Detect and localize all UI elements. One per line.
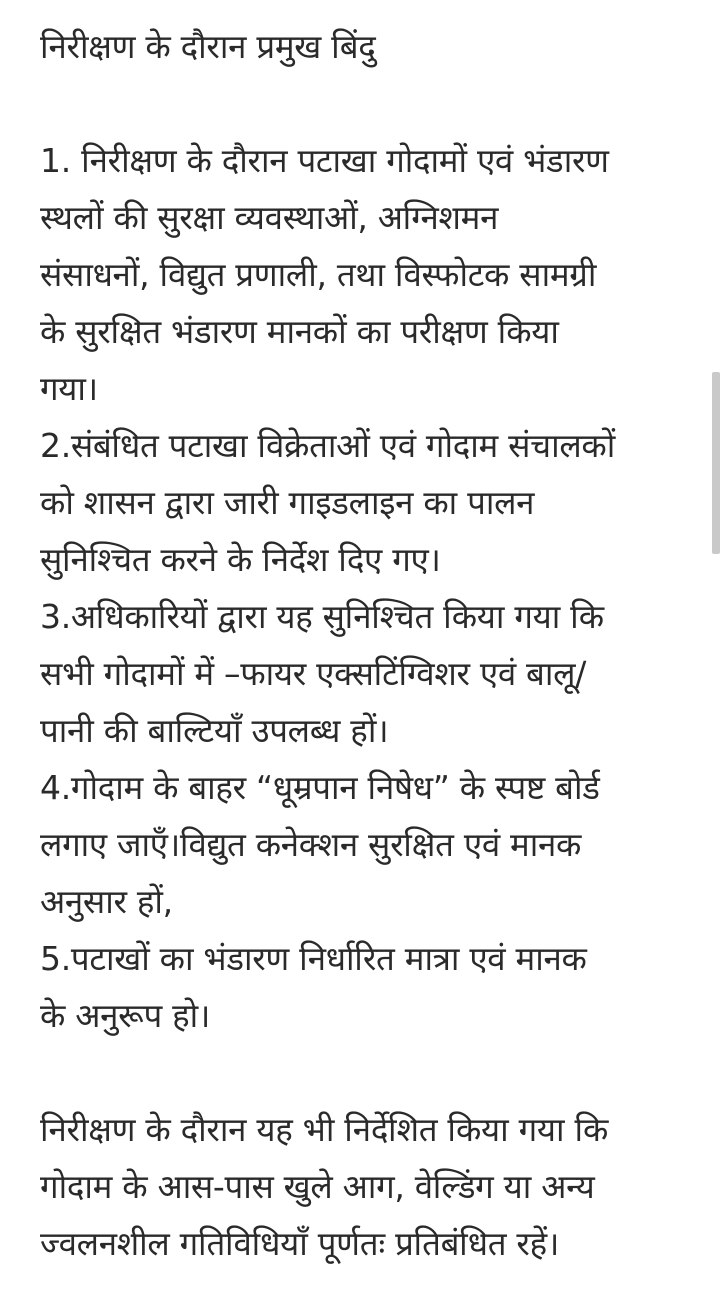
text-line: स्थलों की सुरक्षा व्यवस्थाओं, अग्निशमन bbox=[40, 198, 499, 237]
text-line: के सुरक्षित भंडारण मानकों का परीक्षण किया bbox=[40, 312, 559, 351]
point-5 bbox=[40, 930, 690, 1044]
text-line: के अनुरूप हो। bbox=[40, 996, 211, 1035]
point-1 bbox=[40, 132, 690, 417]
text-line: लगाए जाएँ।विद्युत कनेक्शन सुरक्षित एवं मानक bbox=[40, 825, 582, 864]
text-line: गया। bbox=[40, 369, 98, 408]
text-line: संसाधनों, विद्युत प्रणाली, तथा विस्फोटक सामग्री bbox=[40, 255, 597, 294]
text-line: गोदाम के आस-पास खुले आग, वेल्डिंग या अन्य bbox=[40, 1167, 595, 1206]
point-4 bbox=[40, 759, 690, 930]
text-line: निरीक्षण के दौरान यह भी निर्देशित किया गया कि bbox=[40, 1110, 609, 1149]
point-3 bbox=[40, 588, 690, 759]
text-line: को शासन द्वारा जारी गाइडलाइन का पालन bbox=[40, 483, 535, 522]
text-line: 1. निरीक्षण के दौरान पटाखा गोदामों एवं भंडारण bbox=[40, 141, 609, 180]
text-line: सभी गोदामों में –फायर एक्सटिंग्विशर एवं बालू/ bbox=[40, 654, 587, 693]
text-line: 2.संबंधित पटाखा विक्रेताओं एवं गोदाम संचालकों bbox=[40, 426, 616, 465]
blank-line bbox=[40, 75, 690, 132]
text-line: पानी की बाल्टियाँ उपलब्ध हों। bbox=[40, 711, 389, 750]
text-line: 5.पटाखों का भंडारण निर्धारित मात्रा एवं मानक bbox=[40, 939, 587, 978]
text-line: सुनिश्चित करने के निर्देश दिए गए। bbox=[40, 540, 441, 579]
point-2 bbox=[40, 417, 690, 588]
closing-paragraph bbox=[40, 1101, 690, 1272]
heading: निरीक्षण के दौरान प्रमुख बिंदु bbox=[40, 27, 376, 66]
text-line: ज्वलनशील गतिविधियाँ पूर्णतः प्रतिबंधित रहें। bbox=[40, 1224, 560, 1263]
blank-line bbox=[40, 1044, 690, 1101]
text-line: 4.गोदाम के बाहर “धूम्रपान निषेध” के स्पष्ट बोर्ड bbox=[40, 768, 600, 807]
vertical-scrollbar[interactable] bbox=[712, 372, 720, 554]
document-body bbox=[40, 18, 690, 1272]
text-line: 3.अधिकारियों द्वारा यह सुनिश्चित किया गया कि bbox=[40, 597, 604, 636]
text-line: अनुसार हों, bbox=[40, 882, 173, 921]
